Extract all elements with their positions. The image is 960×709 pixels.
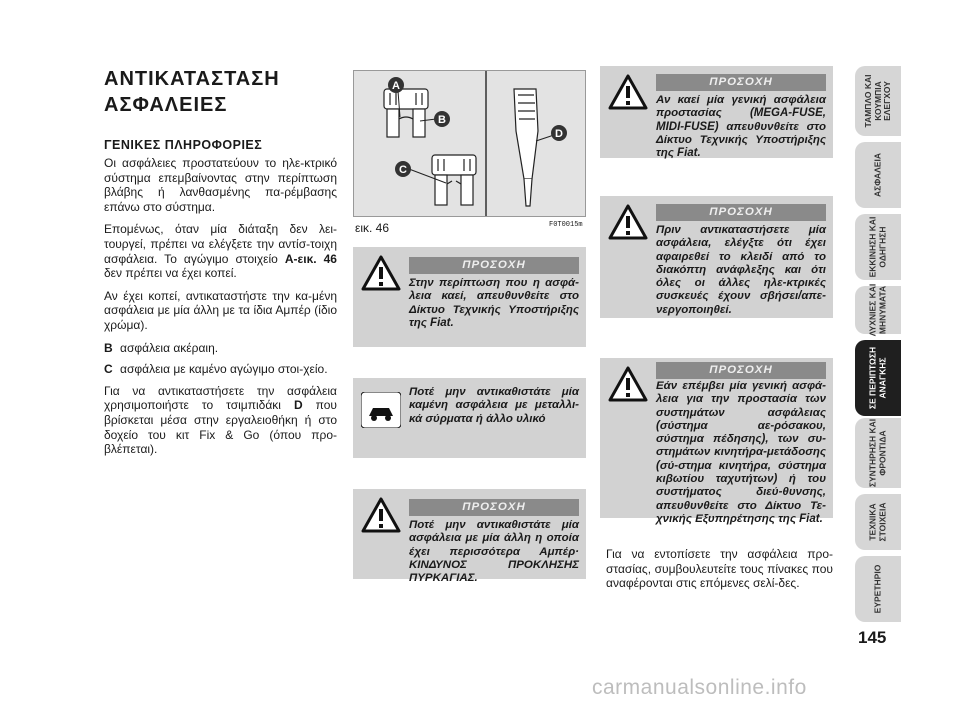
warning-heading: ΠΡΟΣΟΧΗ	[656, 204, 826, 221]
warning-box-5	[600, 196, 833, 318]
intact-fuse-drawing	[384, 89, 428, 137]
fuse-diagram-svg	[354, 71, 585, 216]
warning-box-1	[353, 247, 586, 347]
warning-triangle-icon	[608, 204, 648, 240]
fuse-tweezer-drawing	[514, 89, 538, 206]
svg-text:C: C	[399, 164, 407, 176]
watermark-text: carmanualsonline.info	[592, 676, 807, 699]
warning-box-3	[353, 489, 586, 585]
warning-text-6: Εάν επέμβει μία γενική ασφά-λεια για την προστασία των συστημάτων ασφάλειας (σύστημα αε-ρόσακου, σύστημα πέδησης), των συ-στημάτων κινητήρα-μετάδοσης (σύ-στημα κινητήρα, σύστημα κιβωτίου ταχυτήτων) ή του συστήματος διεύ-θυνσης, απευθυνθείτε στο Δίκτυο Τε-χνικής Εξυπηρέτησης της Fiat.	[656, 380, 826, 525]
section-tab[interactable]	[855, 494, 901, 550]
warning-triangle-icon	[361, 497, 401, 533]
section-tab[interactable]	[855, 66, 901, 136]
figure-reference: Α-εικ. 46	[284, 251, 337, 266]
page-number: 145	[858, 628, 887, 647]
warning-triangle-icon	[361, 255, 401, 291]
page-title	[104, 66, 280, 118]
warning-heading: ΠΡΟΣΟΧΗ	[409, 257, 579, 274]
callout-c	[395, 161, 411, 177]
title-line-2: ΑΣΦΑΛΕΙΕΣ	[104, 94, 228, 116]
fuse-illustration	[353, 70, 586, 217]
warning-heading: ΠΡΟΣΟΧΗ	[409, 499, 579, 516]
figure-code: F0T0015m	[549, 221, 583, 229]
section-tab-label: ΣΕ ΠΕΡΙΠΤΩΣΗ ΑΝΑΓΚΗΣ	[867, 346, 887, 410]
section-tab-label: ΕΥΡΕΤΗΡΙΟ	[872, 564, 883, 614]
car-warning-icon	[361, 392, 401, 428]
warning-heading: ΠΡΟΣΟΧΗ	[656, 362, 826, 379]
section-tab[interactable]	[855, 283, 901, 337]
section-tab[interactable]	[855, 418, 901, 488]
title-line-1: ΑΝΤΙΚΑΤΑΣΤΑΣΗ	[104, 68, 280, 90]
section-tab-label: ΑΣΦΑΛΕΙΑ	[872, 153, 883, 197]
svg-text:D: D	[555, 128, 563, 140]
callout-b	[434, 111, 450, 127]
warning-triangle-icon	[608, 366, 648, 402]
warning-heading: ΠΡΟΣΟΧΗ	[656, 74, 826, 91]
paragraph-3: Αν έχει κοπεί, αντικαταστήστε την κα-μένη ασφάλεια με μία άλλη με τα ίδια Αμπέρ (ίδιο χρώμα).	[104, 288, 337, 332]
paragraph-1: Οι ασφάλειες προστατεύουν το ηλε-κτρικό σύστημα επεμβαίνοντας στην περίπτωση βλάβης ή λανθασμένης πα-ρέμβασης επάνω στο σύστημα.	[104, 156, 337, 214]
section-tab[interactable]	[855, 142, 901, 208]
warning-text-4: Αν καεί μία γενική ασφάλεια προστασίας (MEGA-FUSE, MIDI-FUSE) απευθυνθείτε στο Δίκτυο Τεχνικής Υποστήριξης της Fiat.	[656, 94, 826, 160]
section-tab[interactable]	[855, 556, 901, 622]
warning-text-5: Πριν αντικαταστήσετε μία ασφάλεια, ελέγξτε ότι έχει αφαιρεθεί το κλειδί από το διακόπτη ανάφλεξης και ότι όλες οι άλλες ηλε-κτρικές συσκευές έχουν σβήσει/απε-νεργοποιηθεί.	[656, 224, 826, 316]
section-tab[interactable]	[855, 340, 901, 416]
body-column	[104, 156, 337, 465]
warning-text-2: Ποτέ μην αντικαθιστάτε μία καμένη ασφάλεια με μεταλλι-κά σύρματα ή άλλο υλικό	[409, 386, 579, 425]
svg-text:A: A	[392, 80, 400, 92]
section-tab-label: ΤΑΜΠΛΟ ΚΑΙ ΚΟΥΜΠΙΑ ΕΛΕΓΧΟΥ	[862, 74, 892, 128]
fuse-location-paragraph: Για να εντοπίσετε την ασφάλεια προ-στασίας, συμβουλευτείτε τους πίνακες που αναφέρονται στις επόμενες σελί-δες.	[606, 547, 833, 591]
warning-triangle-icon	[608, 74, 648, 110]
warning-text-3: Ποτέ μην αντικαθιστάτε μία ασφάλεια με μία άλλη η οποία έχει περισσότερα Αμπέρ· ΚΙΝΔΥΝΟΣ ΠΡΟΚΛΗΣΗΣ ΠΥΡΚΑΓΙΑΣ.	[409, 519, 579, 585]
section-subtitle: ΓΕΝΙΚΕΣ ΠΛΗΡΟΦΟΡΙΕΣ	[104, 138, 263, 152]
warning-text-1: Στην περίπτωση που η ασφά-λεια καεί, απευθυνθείτε στο Δίκτυο Τεχνικής Υποστήριξης της Fiat.	[409, 277, 579, 329]
callout-d	[551, 125, 567, 141]
section-tab-label: ΤΕΧΝΙΚΑ ΣΤΟΙΧΕΙΑ	[867, 502, 887, 542]
paragraph-2: Επομένως, όταν μία διάταξη δεν λει-τουργεί, πρέπει να ελέγξετε την αντίσ-τοιχη ασφάλεια. Το αγώγιμο στοιχείο Α-εικ. 46 δεν πρέπει να έχει κοπεί.	[104, 222, 337, 281]
callout-a	[388, 77, 404, 93]
figure-caption: εικ. 46	[355, 221, 390, 235]
section-tab[interactable]	[855, 214, 901, 280]
warning-box-6	[600, 358, 833, 525]
svg-text:B: B	[438, 114, 446, 126]
section-tab-label: ΣΥΝΤΗΡΗΣΗ ΚΑΙ ΦΡΟΝΤΙΔΑ	[867, 418, 887, 488]
list-item-b: B ασφάλεια ακέραιη.	[104, 340, 219, 355]
section-tab-label: ΛΥΧΝΙΕΣ ΚΑΙ ΜΗΝΥΜΑΤΑ	[867, 283, 887, 337]
section-tab-label: ΕΚΚΙΝΗΣΗ ΚΑΙ ΟΔΗΓΗΣΗ	[867, 216, 887, 278]
paragraph-4: Για να αντικαταστήσετε την ασφάλεια χρησιμοποιήστε το τσιμπιδάκι D που βρίσκεται μέσα στην εργαλειοθήκη ή στο δοχείο του κιτ Fix & Go (όπου προ-βλέπεται).	[104, 383, 337, 457]
warning-box-4	[600, 66, 833, 158]
list-item-c: C ασφάλεια με καμένο αγώγιμο στοι-χείο.	[104, 362, 328, 377]
warning-box-2	[353, 378, 586, 458]
